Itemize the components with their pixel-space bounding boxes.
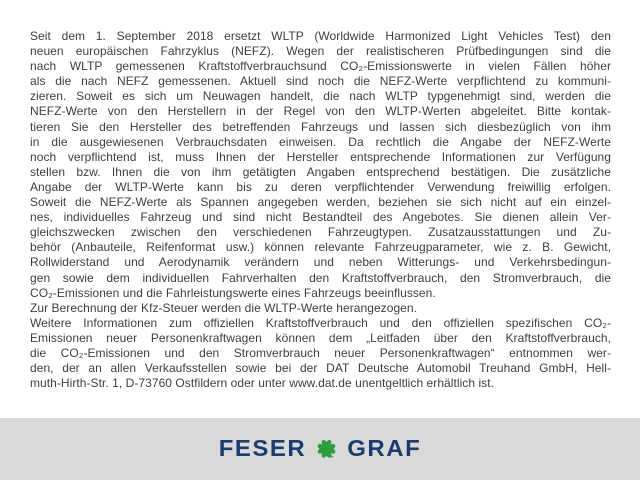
text-line: die CO₂-Emissionen und den Stromverbrauch neuer Personenkraftwagen“ entnommen wer-	[30, 345, 611, 360]
text-line: noch verpflichtend ist, muss Ihnen der Hersteller entsprechende Informationen zur Verfügung	[30, 149, 611, 164]
text-line: stellen bzw. Ihnen die von ihm getätigten Angaben entsprechend bestätigen. Die zusätzliche	[30, 164, 611, 179]
footer-bar	[0, 418, 640, 480]
text-line: gleichszwecken zwischen den verschiedenen Fahrzeugtypen. Zusatzausstattungen und Zu-	[30, 225, 611, 240]
text-line: gen sowie dem individuellen Fahrverhalten den Kraftstoffverbrauch, den Stromverbrauch, die	[30, 270, 611, 285]
logo-word-graf: GRAF	[347, 435, 422, 462]
text-line: Soweit die NEFZ-Werte als Spannen angegeben werden, beziehen sie sich nicht auf ein einzel-	[30, 195, 611, 210]
text-line: CO₂-Emissionen und die Fahrleistungswerte eines Fahrzeugs beeinflussen.	[30, 285, 436, 300]
text-line: nes, individuelles Fahrzeug und sind nicht Bestandteil des Angebotes. Sie dienen allein Ver-	[30, 210, 611, 225]
text-line: Rollwiderstand und Aerodynamik verändern und neben Witterungs- und Verkehrsbedingun-	[30, 255, 611, 270]
text-line: den, der an allen Verkaufsstellen sowie bei der DAT Deutsche Automobil Treuhand GmbH, Hell-	[30, 361, 611, 376]
feser-graf-logo[interactable]	[219, 435, 422, 464]
text-line: nach WLTP gemessenen Kraftstoffverbrauchsund CO₂-Emissionswerte in vielen Fällen höher	[30, 59, 611, 74]
text-line: Zur Berechnung der Kfz-Steuer werden die WLTP-Werte herangezogen.	[30, 300, 418, 315]
four-leaf-clover-icon	[313, 435, 340, 464]
text-line: neuen europäischen Fahrzyklus (NEFZ). Wegen der realistischeren Prüfbedingungen sind die	[30, 44, 611, 59]
text-line: muth-Hirth-Str. 1, D-73760 Ostfildern oder unter www.dat.de unentgeltlich erhältlich ist.	[30, 376, 494, 391]
text-line: Emissionen neuer Personenkraftwagen können dem „Leitfaden über den Kraftstoffverbrauch,	[30, 330, 611, 345]
text-line: als die nach NEFZ gemessenen. Aktuell sind noch die NEFZ-Werte verpflichtend zu kommuni-	[30, 74, 611, 89]
text-line: Weitere Informationen zum offiziellen Kraftstoffverbrauch und den offiziellen spezifischen CO₂-	[30, 315, 611, 330]
disclaimer-text	[30, 29, 611, 391]
text-line: behör (Anbauteile, Reifenformat usw.) können relevante Fahrzeugparameter, wie z. B. Gewicht,	[30, 240, 611, 255]
text-line: tieren Sie den Hersteller des betreffenden Fahrzeugs und lassen sich diesbezüglich von ihm	[30, 119, 611, 134]
logo-word-feser: FESER	[218, 435, 307, 462]
text-line: Seit dem 1. September 2018 ersetzt WLTP (Worldwide Harmonized Light Vehicles Test) den	[30, 29, 611, 43]
text-line: zieren. Soweit es sich um Neuwagen handelt, die nach WLTP typgenehmigt sind, werden die	[30, 89, 611, 104]
text-line: in die ausgewiesenen Verbrauchsdaten einweisen. Da rechtlich die Angabe der NEFZ-Werte	[30, 134, 611, 149]
text-line: NEFZ-Werte von den Herstellern in der Regel von den WLTP-Werten abgeleitet. Bitte kontak-	[30, 104, 611, 119]
text-line: Angabe der WLTP-Werte kann bis zu deren verpflichtender Verwendung freiwillig erfolgen.	[30, 179, 611, 194]
